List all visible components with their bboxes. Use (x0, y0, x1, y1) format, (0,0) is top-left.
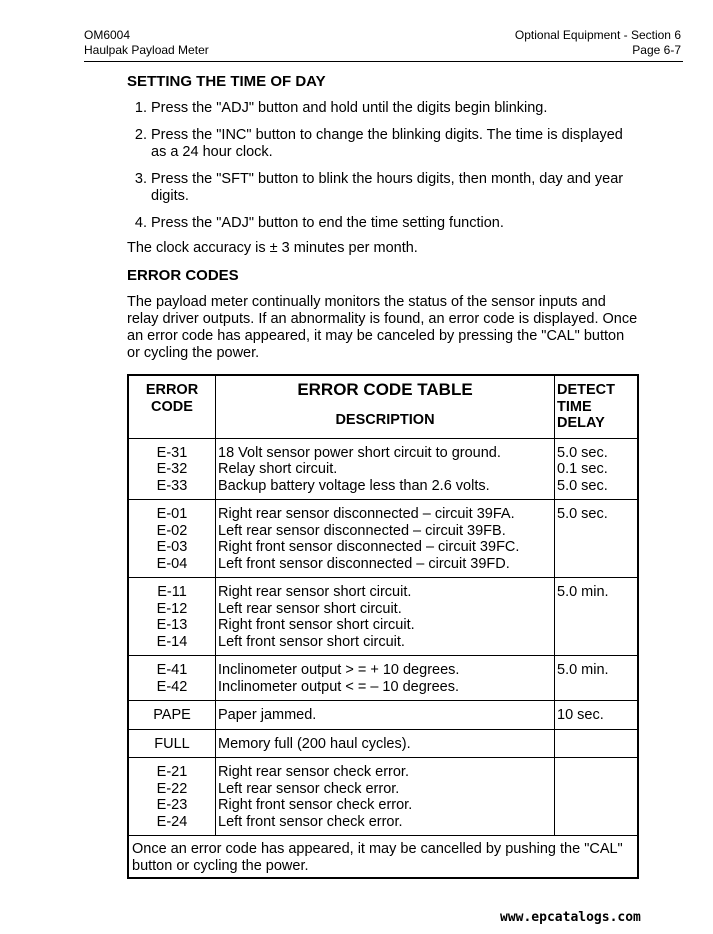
delay-value: 5.0 sec. (557, 444, 608, 461)
error-code: FULL (154, 735, 190, 752)
delay-value: 10 sec. (557, 707, 604, 723)
description-line: Inclinometer output > = + 10 degrees. (218, 662, 460, 678)
description-line: Right front sensor disconnected – circuit 39FC. (218, 539, 520, 555)
error-table-body (128, 438, 638, 836)
error-code-table (127, 374, 639, 879)
table-row (128, 656, 638, 701)
description-line: Paper jammed. (218, 707, 317, 723)
error-code: E-32 (156, 461, 188, 477)
description-line: Backup battery voltage less than 2.6 volts. (218, 477, 490, 494)
description-line: Left front sensor short circuit. (218, 633, 405, 650)
error-code-column-header: ERROR CODE (128, 375, 216, 438)
section-label: Optional Equipment - Section 6 (514, 28, 681, 42)
description-line: Right front sensor check error. (218, 797, 413, 813)
error-code-cell (128, 578, 216, 656)
page-body (127, 73, 639, 879)
error-code-cell (128, 500, 216, 578)
page-number: Page 6-7 (632, 43, 681, 57)
table-row (128, 758, 638, 836)
delay-cell (555, 701, 639, 730)
description-cell (216, 438, 555, 500)
step-item: 4. Press the "ADJ" button to end the time setting function. (151, 215, 639, 232)
description-line: Left front sensor disconnected – circuit 39FD. (218, 555, 510, 572)
description-column-header (216, 375, 555, 438)
description-line: Right rear sensor disconnected – circuit 39FA. (218, 506, 515, 522)
table-title: ERROR CODE TABLE (297, 380, 473, 399)
description-cell (216, 758, 555, 836)
error-code: E-33 (156, 477, 188, 494)
description-cell (216, 729, 555, 758)
time-setting-steps (127, 100, 639, 232)
clock-accuracy-note: The clock accuracy is ± 3 minutes per month. (127, 240, 418, 256)
error-code: E-31 (156, 444, 188, 461)
error-code: E-23 (156, 797, 188, 813)
delay-value: 5.0 sec. (557, 506, 608, 522)
delay-cell (555, 438, 639, 500)
description-cell (216, 500, 555, 578)
error-code: E-02 (156, 522, 188, 539)
header-divider (84, 61, 683, 62)
error-code: E-24 (156, 813, 188, 830)
error-code: E-42 (156, 678, 188, 695)
description-label: DESCRIPTION (335, 411, 435, 428)
description-line: Right rear sensor check error. (218, 764, 409, 780)
table-row (128, 701, 638, 730)
description-cell (216, 656, 555, 701)
error-code-cell (128, 729, 216, 758)
description-line: Right front sensor short circuit. (218, 617, 415, 633)
delay-value: 5.0 sec. (557, 477, 608, 494)
delay-value: 5.0 min. (557, 584, 609, 600)
detect-delay-column-header: DETECT TIME DELAY (555, 375, 639, 438)
delay-value: 0.1 sec. (557, 461, 608, 477)
description-line: Relay short circuit. (218, 461, 338, 477)
table-row (128, 578, 638, 656)
error-code: E-22 (156, 780, 188, 797)
error-code-cell (128, 656, 216, 701)
description-line: Left rear sensor disconnected – circuit 39FB. (218, 522, 506, 539)
description-line: Left rear sensor check error. (218, 780, 400, 797)
table-row (128, 729, 638, 758)
description-line: Inclinometer output < = – 10 degrees. (218, 678, 460, 695)
error-code: E-41 (156, 662, 188, 678)
watermark: www.epcatalogs.com (500, 910, 641, 925)
table-header-row (128, 375, 638, 438)
page-header-left (84, 28, 209, 58)
step-item: 1. Press the "ADJ" button and hold until the digits begin blinking. (151, 100, 639, 117)
description-line: 18 Volt sensor power short circuit to ground. (218, 444, 501, 461)
step-item: 2. Press the "INC" button to change the blinking digits. The time is displayed as a 24 hour clock. (151, 127, 639, 161)
description-line: Right rear sensor short circuit. (218, 584, 412, 600)
error-code: E-13 (156, 617, 188, 633)
table-footnote-row (128, 836, 638, 879)
delay-cell (555, 656, 639, 701)
time-section-heading: SETTING THE TIME OF DAY (127, 73, 326, 90)
step-item: 3. Press the "SFT" button to blink the hours digits, then month, day and year digits. (151, 171, 639, 205)
error-code: E-14 (156, 633, 188, 650)
error-code: E-01 (156, 506, 188, 522)
document-title: Haulpak Payload Meter (84, 43, 209, 57)
description-line: Memory full (200 haul cycles). (218, 735, 411, 752)
error-code: E-11 (157, 584, 187, 600)
description-line: Left front sensor check error. (218, 813, 403, 830)
table-row (128, 500, 638, 578)
table-row (128, 438, 638, 500)
document-id: OM6004 (84, 28, 131, 42)
error-code: PAPE (153, 707, 191, 723)
page-header-right (515, 28, 681, 58)
description-cell (216, 701, 555, 730)
error-code-cell (128, 438, 216, 500)
table-footnote: Once an error code has appeared, it may be cancelled by pushing the "CAL" button or cycling the power. (128, 836, 638, 879)
delay-cell (555, 500, 639, 578)
delay-value: 5.0 min. (557, 662, 609, 678)
error-code-cell (128, 758, 216, 836)
delay-cell (555, 578, 639, 656)
description-line: Left rear sensor short circuit. (218, 600, 402, 617)
delay-cell (555, 729, 639, 758)
error-code-cell (128, 701, 216, 730)
error-section-heading: ERROR CODES (127, 267, 239, 284)
delay-cell (555, 758, 639, 836)
error-code: E-12 (156, 600, 188, 617)
description-cell (216, 578, 555, 656)
error-code: E-03 (156, 539, 188, 555)
error-code: E-21 (156, 764, 188, 780)
error-code: E-04 (156, 555, 188, 572)
error-codes-intro: The payload meter continually monitors the status of the sensor inputs and relay driver outputs. If an abnormality is found, an error code is displayed. Once an error code has appeared, it may be canceled by pressing the "CAL" button or cycling the power. (127, 294, 638, 361)
